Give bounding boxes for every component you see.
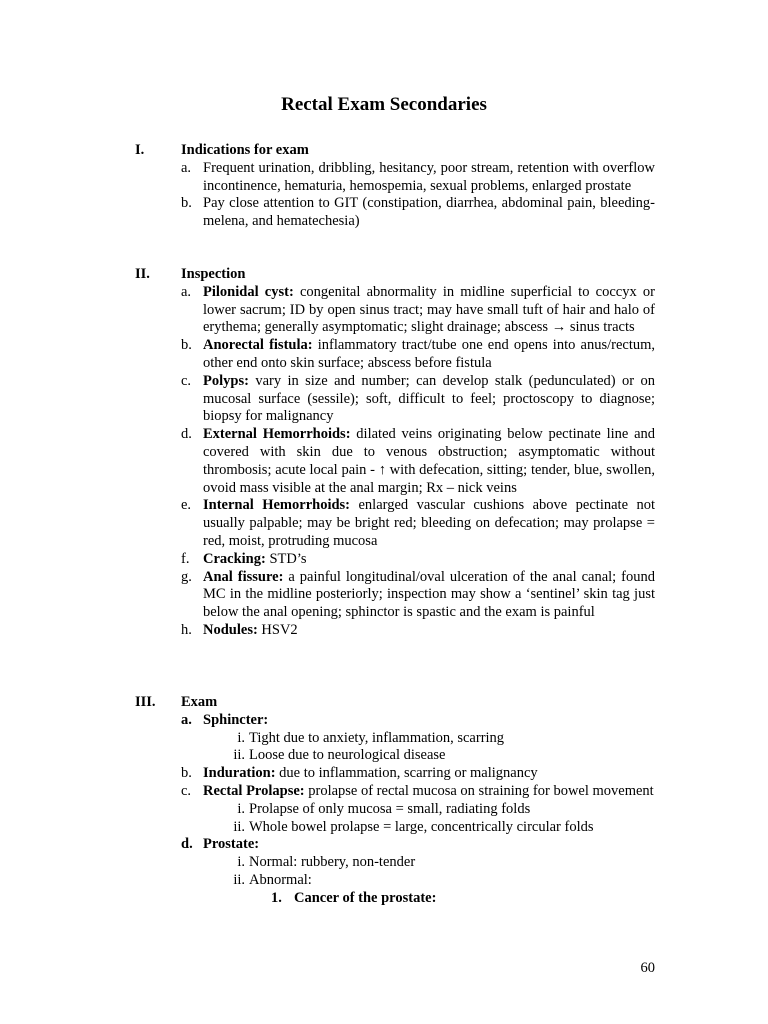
page-title: Rectal Exam Secondaries	[281, 94, 487, 115]
item-marker: b.	[181, 765, 192, 782]
sub-item	[181, 801, 655, 819]
sub-item	[181, 747, 655, 765]
item-marker: d.	[181, 836, 193, 853]
section-heading	[0, 142, 768, 160]
section-heading	[0, 266, 768, 284]
sub-item	[181, 730, 655, 748]
item-marker: a.	[181, 159, 192, 176]
list-item	[181, 569, 655, 622]
item-marker: a.	[181, 283, 192, 300]
sub-item-marker: ii.	[233, 747, 245, 764]
list-item	[181, 160, 655, 196]
item-text: inflammatory tract/tube one end opens into anus/rectum, other end onto skin surface; abscess before fistula	[203, 337, 655, 371]
item-marker: c.	[181, 372, 192, 389]
item-marker: c.	[181, 782, 192, 799]
section-title: Exam	[181, 694, 218, 710]
list-item	[181, 426, 655, 497]
list-item	[181, 712, 655, 730]
list-item	[181, 195, 655, 231]
item-text: vary in size and number; can develop stalk (pedunculated) or on mucosal surface (sessile); soft, difficult to feel; proctoscopy to diagnose; biopsy for malignancy	[203, 372, 655, 425]
sub-item-marker: ii.	[233, 818, 245, 835]
sub-item	[181, 819, 655, 837]
item-text: prolapse of rectal mucosa on straining for bowel movement	[308, 782, 654, 799]
item-text: due to inflammation, scarring or malignancy	[279, 765, 538, 782]
sub-item-text: Normal: rubbery, non-tender	[249, 854, 416, 871]
section-heading	[0, 694, 768, 712]
item-marker: h.	[181, 621, 192, 638]
section-number: III.	[135, 694, 156, 710]
item-text: Frequent urination, dribbling, hesitancy, poor stream, retention with overflow incontinence, hematuria, hemospemia, sexual problems, enlarged prostate	[203, 159, 655, 194]
list-item	[181, 765, 655, 783]
section-inspection	[0, 266, 768, 640]
sub-item-text: Tight due to anxiety, inflammation, scarring	[249, 729, 505, 746]
item-marker: g.	[181, 568, 192, 585]
item-marker: d.	[181, 426, 192, 443]
sub-item	[181, 854, 655, 872]
list-item	[181, 622, 655, 640]
item-text: Pay close attention to GIT (constipation, diarrhea, abdominal pain, bleeding-melena, and hematechesia)	[203, 195, 655, 230]
list-item	[181, 783, 655, 801]
item-label: Nodules:	[203, 621, 258, 638]
item-label: Pilonidal cyst:	[203, 283, 294, 300]
section-indications	[0, 142, 768, 231]
item-label: Induration:	[203, 765, 276, 782]
sub-item-text: Whole bowel prolapse = large, concentrically circular folds	[249, 818, 594, 835]
section-title: Indications for exam	[181, 142, 309, 158]
item-marker: b.	[181, 337, 192, 354]
list-item	[181, 497, 655, 550]
list-item	[181, 551, 655, 569]
section-number: I.	[135, 142, 145, 158]
item-marker: a.	[181, 711, 192, 728]
sub-sub-item	[181, 890, 655, 908]
section-number: II.	[135, 266, 150, 282]
item-label: Polyps:	[203, 372, 249, 389]
item-label: Cracking:	[203, 550, 266, 567]
sub-sub-item-text: Cancer of the prostate:	[294, 889, 437, 906]
item-text: dilated veins originating below pectinate line and covered with skin due to venous obstruction; asymptomatic without thrombosis; acute local pain - ↑ with defecation, sitting; tender, blue, swollen, ovoid mass visible at the anal margin; Rx – nick veins	[203, 426, 656, 496]
item-label: Anorectal fistula:	[203, 337, 313, 354]
sub-item-text: Abnormal:	[249, 871, 312, 888]
list-item	[181, 373, 655, 426]
sub-item-marker: i.	[237, 800, 245, 817]
page-number: 60	[640, 960, 655, 976]
item-text: congenital abnormality in midline superficial to coccyx or lower sacrum; ID by open sinus tract; may have small tuft of hair and halo of erythema; generally asymptomatic; slight drainage; abscess → sinus tracts	[203, 283, 655, 336]
sub-item-marker: i.	[237, 854, 245, 871]
sub-item-marker: ii.	[233, 871, 245, 888]
sub-item-marker: i.	[237, 729, 245, 746]
item-label: External Hemorrhoids:	[203, 426, 351, 443]
item-label: Sphincter:	[203, 711, 269, 728]
item-label: Internal Hemorrhoids:	[203, 497, 351, 514]
item-label: Anal fissure:	[203, 568, 284, 585]
list-item	[181, 337, 655, 373]
item-marker: f.	[181, 550, 190, 567]
list-item	[181, 836, 655, 854]
sub-sub-item-marker: 1.	[271, 889, 282, 906]
item-text: STD’s	[269, 550, 307, 567]
sub-item	[181, 872, 655, 890]
item-text: HSV2	[261, 621, 298, 638]
item-text: a painful longitudinal/oval ulceration of the anal canal; found MC in the midline posteriorly; inspection may show a ‘sentinel’ skin tag just below the anal opening; sphinctor is spastic and the exam is painful	[203, 568, 656, 621]
item-marker: b.	[181, 195, 192, 212]
sub-item-text: Prolapse of only mucosa = small, radiating folds	[249, 800, 531, 817]
sub-item-text: Loose due to neurological disease	[249, 747, 446, 764]
section-exam	[0, 694, 768, 908]
list-item	[181, 284, 655, 337]
item-label: Rectal Prolapse:	[203, 782, 305, 799]
item-label: Prostate:	[203, 836, 260, 853]
section-title: Inspection	[181, 266, 246, 282]
item-marker: e.	[181, 497, 192, 514]
item-text: enlarged vascular cushions above pectinate not usually palpable; may be bright red; bleeding on defecation; may prolapse = red, moist, protruding mucosa	[203, 497, 655, 549]
